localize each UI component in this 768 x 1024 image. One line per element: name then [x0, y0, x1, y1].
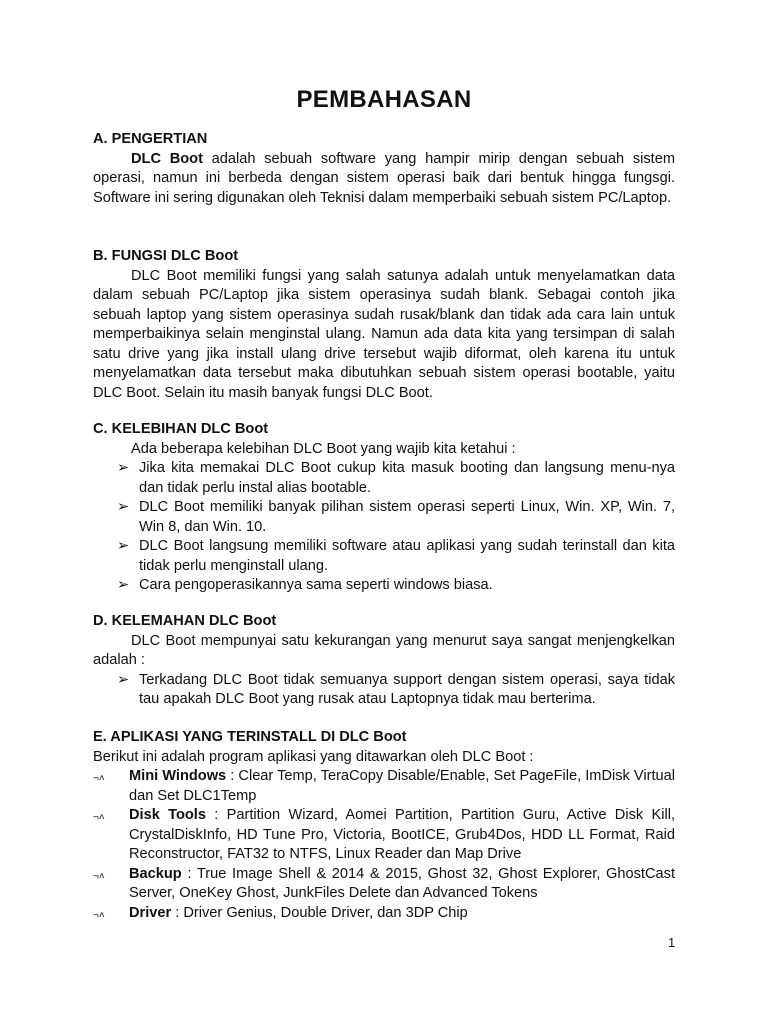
list-item: [93, 806, 675, 865]
app-category: Mini Windows: [129, 768, 227, 784]
section-heading: C. KELEBIHAN DLC Boot: [93, 421, 269, 437]
list-item: [93, 576, 675, 596]
arrow-bullet-icon: ➢: [117, 671, 130, 688]
app-list-text: : True Image Shell & 2014 & 2015, Ghost 32, Ghost Explorer, GhostCast Server, OneKey Ghost, JunkFiles Delete dan Advanced Tokens: [129, 865, 675, 901]
applications-list: [93, 767, 675, 923]
app-category: Driver: [129, 904, 172, 921]
list-item-text: Terkadang DLC Boot tidak semuanya support dengan sistem operasi, saya tidak tau apakah DLC Boot yang rusak atau Laptopnya tidak mau berterima.: [139, 671, 675, 707]
section-heading: E. APLIKASI YANG TERINSTALL DI DLC Boot: [93, 729, 407, 745]
list-item: [93, 671, 675, 710]
list-item: [93, 537, 675, 576]
bullet-icon: ¬˄: [93, 773, 105, 784]
section-heading: B. FUNGSI DLC Boot: [93, 248, 239, 264]
section-kelemahan: [93, 612, 675, 710]
bullet-icon: ¬˄: [93, 870, 105, 882]
section-intro: DLC Boot mempunyai satu kekurangan yang menurut saya sangat menjengkelkan adalah :: [93, 632, 675, 668]
list-item: [93, 904, 675, 924]
section-aplikasi: [93, 728, 675, 923]
section-intro: Berikut ini adalah program aplikasi yang ditawarkan oleh DLC Boot :: [93, 748, 534, 765]
arrow-bullet-icon: ➢: [117, 577, 130, 593]
list-item-text: Jika kita memakai DLC Boot cukup kita masuk booting dan langsung menu-nya dan tidak perlu instal alias bootable.: [139, 460, 675, 496]
bullet-icon: ¬˄: [93, 812, 105, 823]
app-list-text: : Clear Temp, TeraCopy Disable/Enable, Set PageFile, ImDisk Virtual dan Set DLC1Temp: [129, 768, 675, 804]
weakness-list: [93, 671, 675, 710]
arrow-bullet-icon: ➢: [117, 499, 130, 515]
app-list-text: : Driver Genius, Double Driver, dan 3DP Chip: [171, 904, 468, 921]
section-heading: D. KELEMAHAN DLC Boot: [93, 613, 277, 629]
list-item-text: DLC Boot langsung memiliki software atau aplikasi yang sudah terinstall dan kita tidak perlu menginstall ulang.: [139, 538, 675, 574]
section-fungsi: [93, 247, 675, 403]
arrow-bullet-icon: ➢: [117, 460, 130, 476]
list-item-text: DLC Boot memiliki banyak pilihan sistem operasi seperti Linux, Win. XP, Win. 7, Win 8, dan Win. 10.: [139, 499, 675, 535]
page-number: 1: [668, 935, 676, 950]
paragraph-text: adalah sebuah software yang hampir mirip dengan sebuah sistem operasi, namun ini berbeda dengan sistem operasi baik dari bentuk hingga fungsgi. Software ini sering digunakan oleh Teknisi dalam memperbaiki sebuah sistem PC/Laptop.: [93, 150, 675, 206]
app-category: Backup: [129, 865, 182, 882]
list-item: [93, 865, 675, 904]
section-paragraph: [93, 150, 675, 209]
arrow-bullet-icon: ➢: [117, 538, 130, 554]
section-paragraph: DLC Boot memiliki fungsi yang salah satunya adalah untuk menyelamatkan data dalam sebuah PC/Laptop jika sistem operasinya sudah blank. Sebagai contoh jika sebuah laptop yang sistem operasinya sudah rusak/blank dan tidak ada cara lain untuk memperbaikinya selain menginstal ulang. Namun ada data kita yang tersimpan di salah satu drive yang jika install ulang drive tersebut wajib diformat, oleh karena itu untuk menyelamatkan data tersebut maka dibutuhkan sebuah sistem operasi bootable, yaitu DLC Boot. Selain itu masih banyak fungsi DLC Boot.: [93, 267, 675, 401]
section-heading: A. PENGERTIAN: [93, 131, 208, 147]
term-dlc-boot: DLC Boot: [131, 150, 203, 167]
section-kelebihan: [93, 420, 675, 596]
list-item: [93, 498, 675, 537]
page-title: PEMBAHASAN: [296, 86, 472, 113]
list-item: [93, 767, 675, 806]
app-list-text: : Partition Wizard, Aomei Partition, Partition Guru, Active Disk Kill, CrystalDiskInfo, HD Tune Pro, Victoria, BootICE, Grub4Dos, HDD LL Format, Raid Reconstructor, FAT32 to NTFS, Linux Reader dan Map Drive: [129, 807, 675, 862]
app-category: Disk Tools: [129, 807, 206, 823]
list-item: [93, 459, 675, 498]
section-intro: Ada beberapa kelebihan DLC Boot yang wajib kita ketahui :: [131, 440, 516, 457]
section-pengertian: [93, 130, 675, 208]
list-item-text: Cara pengoperasikannya sama seperti windows biasa.: [139, 577, 493, 593]
advantages-list: [93, 459, 675, 596]
bullet-icon: ¬˄: [93, 909, 105, 921]
